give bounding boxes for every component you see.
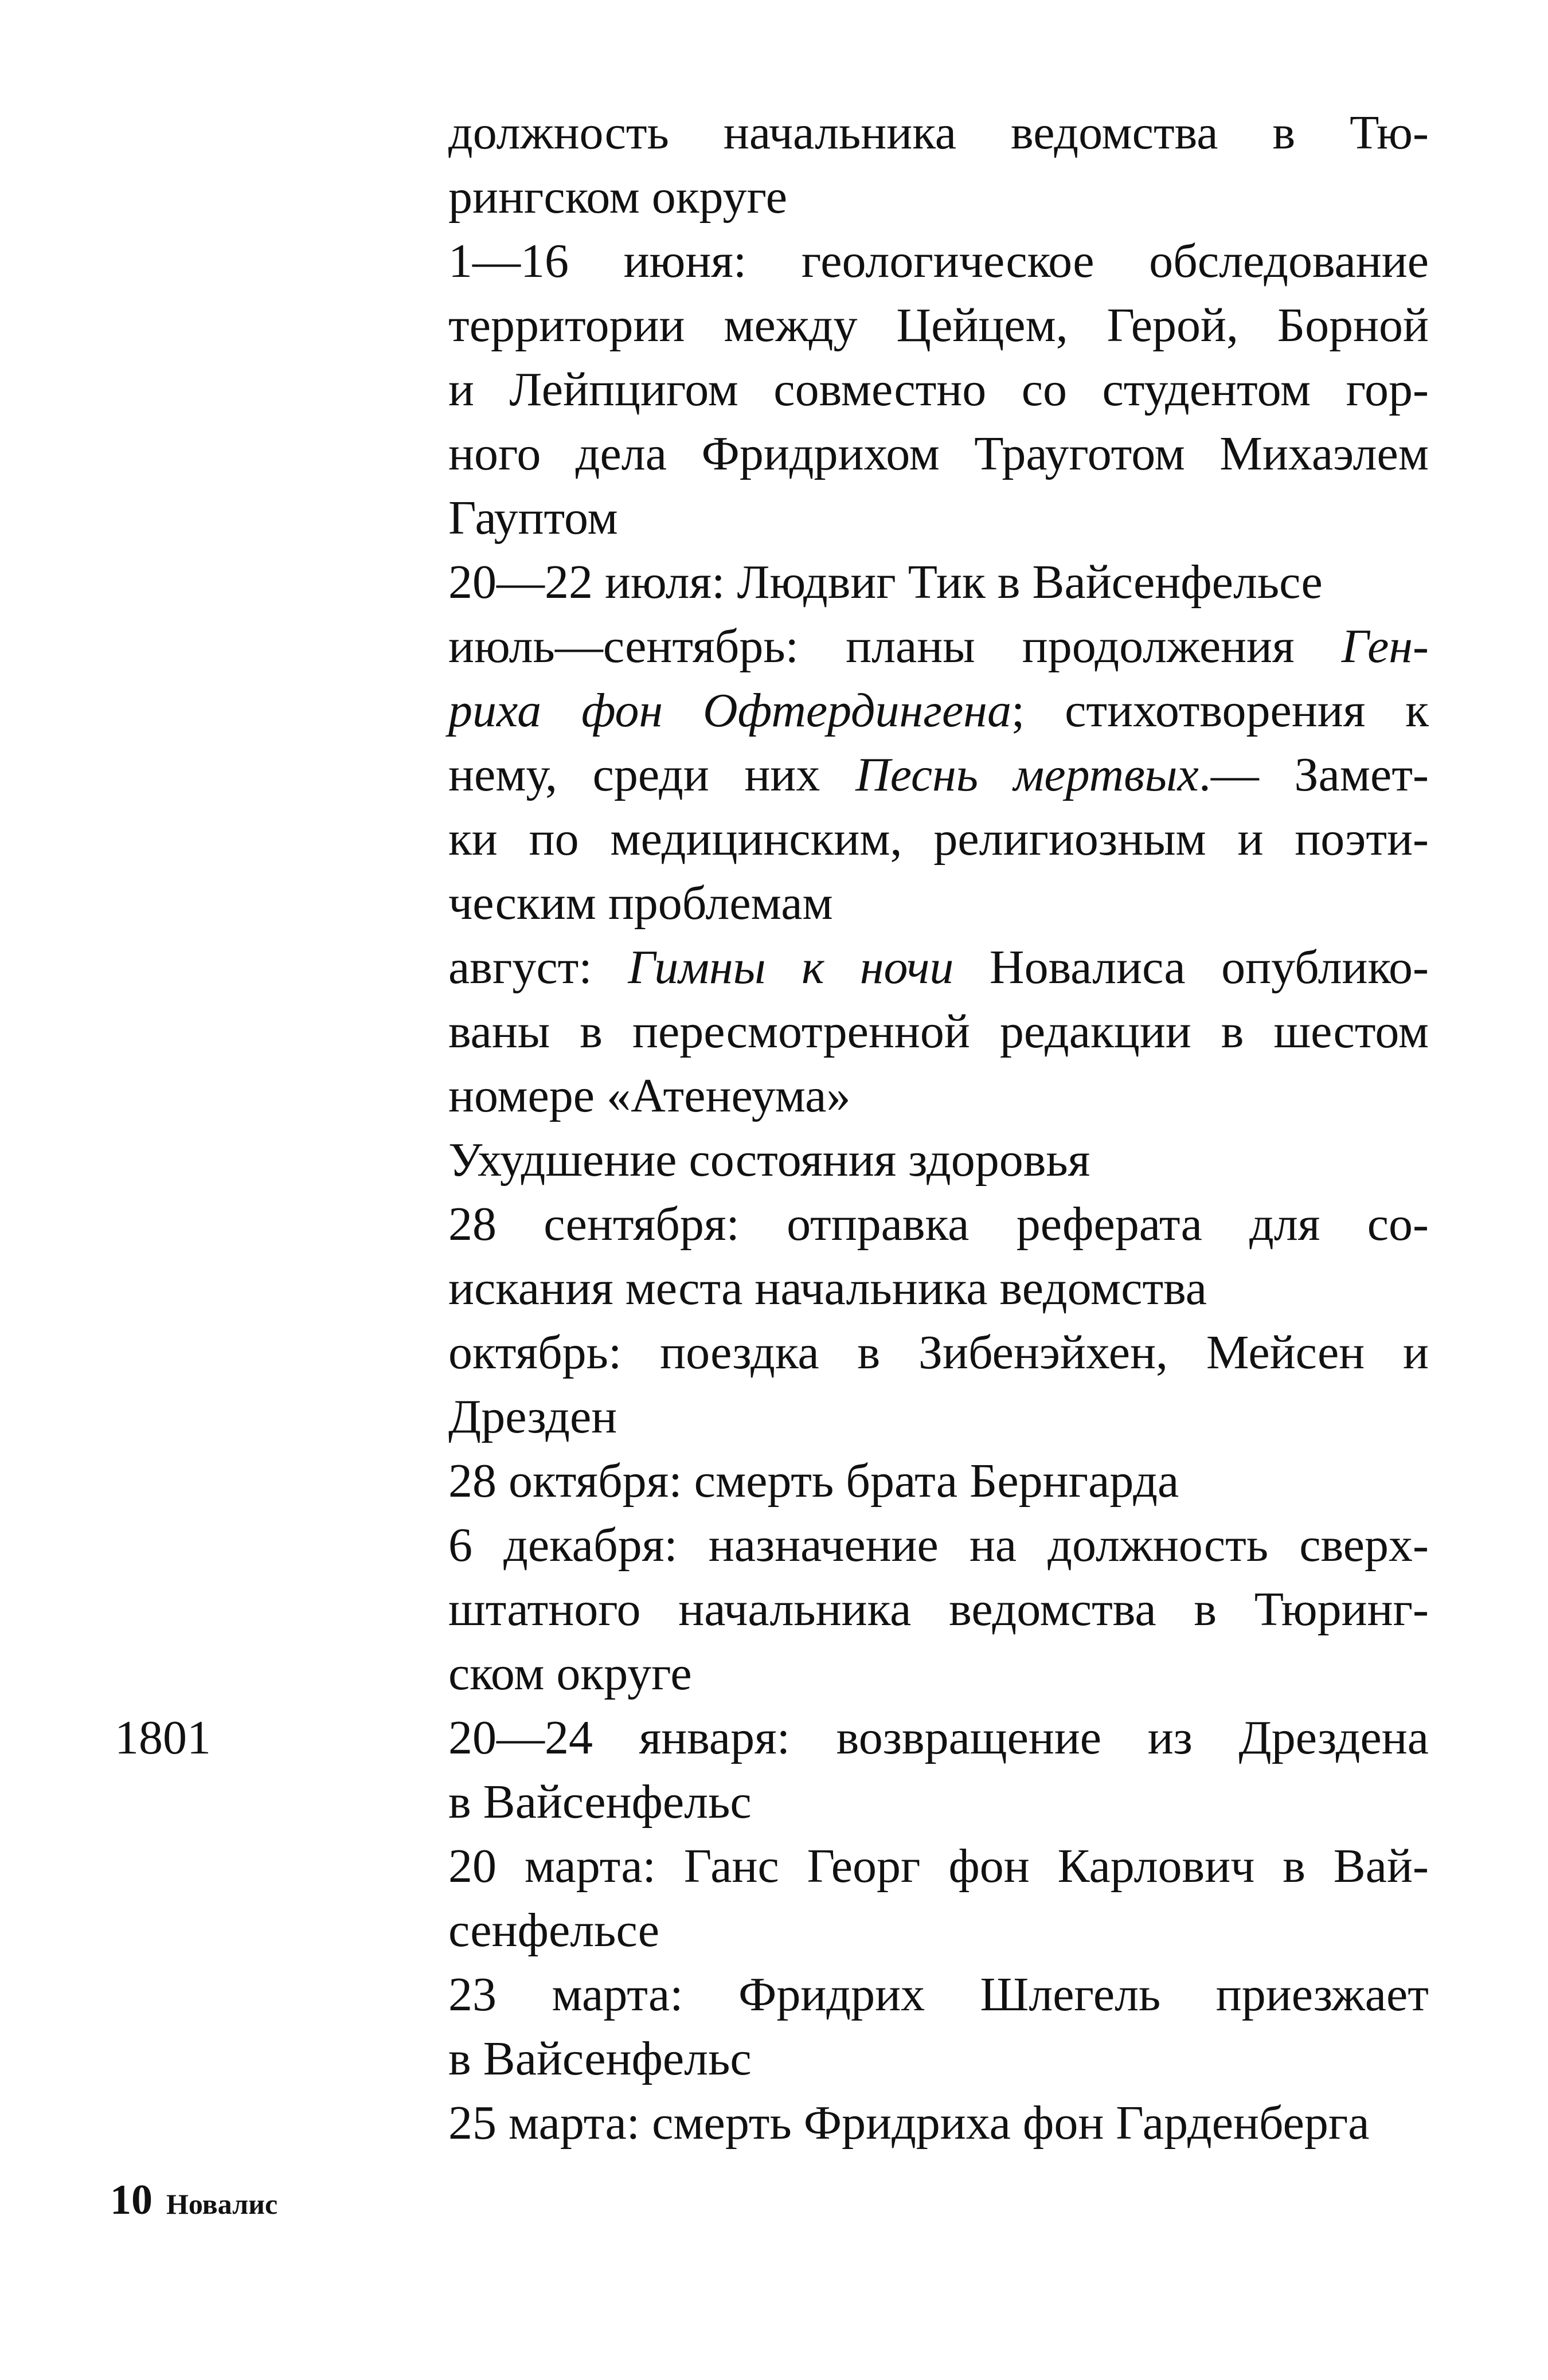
year-label: 1801 xyxy=(115,1711,211,1764)
entry-text: 20 марта: Ганс Георг фон Карлович в Вай- xyxy=(448,1839,1429,1893)
entry-text: искания места начальника ведомства xyxy=(448,1262,1207,1315)
entry-line xyxy=(448,101,1429,165)
entry-text: 28 сентября: отправка реферата для со- xyxy=(448,1197,1429,1251)
entry-line xyxy=(448,165,1429,229)
chronology-entry xyxy=(448,1834,1429,1963)
italic-title-text: Гимны к ночи xyxy=(628,941,954,994)
entry-line xyxy=(448,358,1429,422)
entry-text: рингском округе xyxy=(448,170,788,224)
entry-text: ском округе xyxy=(448,1647,692,1700)
entry-line xyxy=(448,1770,1429,1834)
page-number: 10 xyxy=(110,2177,153,2224)
chronology-entry xyxy=(448,1321,1429,1449)
entry-line xyxy=(448,1385,1429,1449)
entry-text: и Лейпцигом совместно со студентом гор- xyxy=(448,363,1429,416)
entry-text: в Вайсенфельс xyxy=(448,1775,752,1829)
entry-text: нему, среди них xyxy=(448,748,856,801)
entry-text: 20—24 января: возвращение из Дрездена xyxy=(448,1711,1429,1764)
chronology-entry xyxy=(448,1192,1429,1321)
running-head: Новалис xyxy=(166,2188,278,2220)
chronology-entry xyxy=(448,1128,1429,1192)
entry-line xyxy=(448,871,1429,935)
entry-line xyxy=(448,614,1429,679)
entry-line xyxy=(448,1513,1429,1577)
entry-line xyxy=(448,935,1429,1000)
entry-line xyxy=(448,486,1429,550)
chronology-entry xyxy=(448,1449,1429,1513)
entry-text: ваны в пересмотренной редакции в шестом xyxy=(448,1005,1429,1058)
entry-text: август: xyxy=(448,941,628,994)
entry-text: 25 марта: смерть Фридриха фон Гарденберга xyxy=(448,2096,1370,2150)
entry-line xyxy=(448,1577,1429,1642)
italic-title-text: Песнь мертвых xyxy=(855,748,1199,801)
entry-text: 20—22 июля: Людвиг Тик в Вайсенфельсе xyxy=(448,555,1323,609)
entry-text: Дрезден xyxy=(448,1390,617,1443)
entry-text: в Вайсенфельс xyxy=(448,2032,752,2085)
chronology-entry xyxy=(448,1963,1429,2091)
chronology-entry xyxy=(448,550,1429,614)
entry-line xyxy=(448,2091,1429,2155)
entry-line xyxy=(448,422,1429,486)
entry-line xyxy=(448,1898,1429,1963)
entry-line xyxy=(448,1321,1429,1385)
entry-line xyxy=(448,807,1429,871)
entry-line xyxy=(448,1834,1429,1898)
entry-text: штатного начальника ведомства в Тюринг- xyxy=(448,1583,1429,1636)
entry-line xyxy=(448,1706,1429,1770)
entry-line xyxy=(448,1128,1429,1192)
chronology-entry xyxy=(448,935,1429,1128)
entry-line xyxy=(448,1449,1429,1513)
chronology-entry xyxy=(448,2091,1429,2155)
entry-line xyxy=(448,1256,1429,1321)
entry-text: территории между Цейцем, Герой, Борной xyxy=(448,299,1429,352)
entry-line xyxy=(448,743,1429,807)
entry-line xyxy=(448,2027,1429,2091)
entry-text: 23 марта: Фридрих Шлегель приезжает xyxy=(448,1968,1429,2021)
entry-text: ческим проблемам xyxy=(448,876,833,930)
entry-text: сенфельсе xyxy=(448,1904,660,1957)
entry-text: ного дела Фридрихом Трауготом Михаэлем xyxy=(448,427,1429,480)
chronology-entry xyxy=(448,1706,1429,1834)
entry-text: ; стихотворения к xyxy=(1011,684,1429,737)
entry-line xyxy=(448,550,1429,614)
entry-line xyxy=(448,679,1429,743)
chronology-entry xyxy=(448,101,1429,229)
entry-text: Ухудшение состояния здоровья xyxy=(448,1133,1090,1187)
entry-line xyxy=(448,1064,1429,1128)
entry-text: номере «Атенеума» xyxy=(448,1069,851,1122)
chronology-entry xyxy=(448,1513,1429,1706)
chronology-entry xyxy=(448,229,1429,550)
chronology-entry xyxy=(448,614,1429,935)
entry-text: 28 октября: смерть брата Бернгарда xyxy=(448,1454,1179,1508)
entry-text: октябрь: поездка в Зибенэйхен, Мейсен и xyxy=(448,1326,1429,1379)
entry-line xyxy=(448,1192,1429,1256)
entry-text: должность начальника ведомства в Тю- xyxy=(448,106,1429,159)
entry-text: 1—16 июня: геологическое обследование xyxy=(448,234,1429,288)
entry-text: .— Замет- xyxy=(1198,748,1429,801)
entry-text: Гауптом xyxy=(448,491,618,545)
chronology-column xyxy=(448,101,1429,2155)
entry-text: ки по медицинским, религиозным и поэти- xyxy=(448,812,1429,866)
entry-text: Новалиса опублико- xyxy=(953,941,1429,994)
entry-line xyxy=(448,293,1429,358)
entry-text: июль—сентябрь: планы продолжения xyxy=(448,620,1342,673)
page-footer xyxy=(110,2176,277,2225)
entry-text: 6 декабря: назначение на должность сверх- xyxy=(448,1518,1429,1572)
italic-title-text: риха фон Офтердингена xyxy=(448,684,1011,737)
italic-title-text: Ген- xyxy=(1341,620,1429,673)
entry-line xyxy=(448,1000,1429,1064)
entry-line xyxy=(448,1963,1429,2027)
entry-line xyxy=(448,1642,1429,1706)
entry-line xyxy=(448,229,1429,293)
